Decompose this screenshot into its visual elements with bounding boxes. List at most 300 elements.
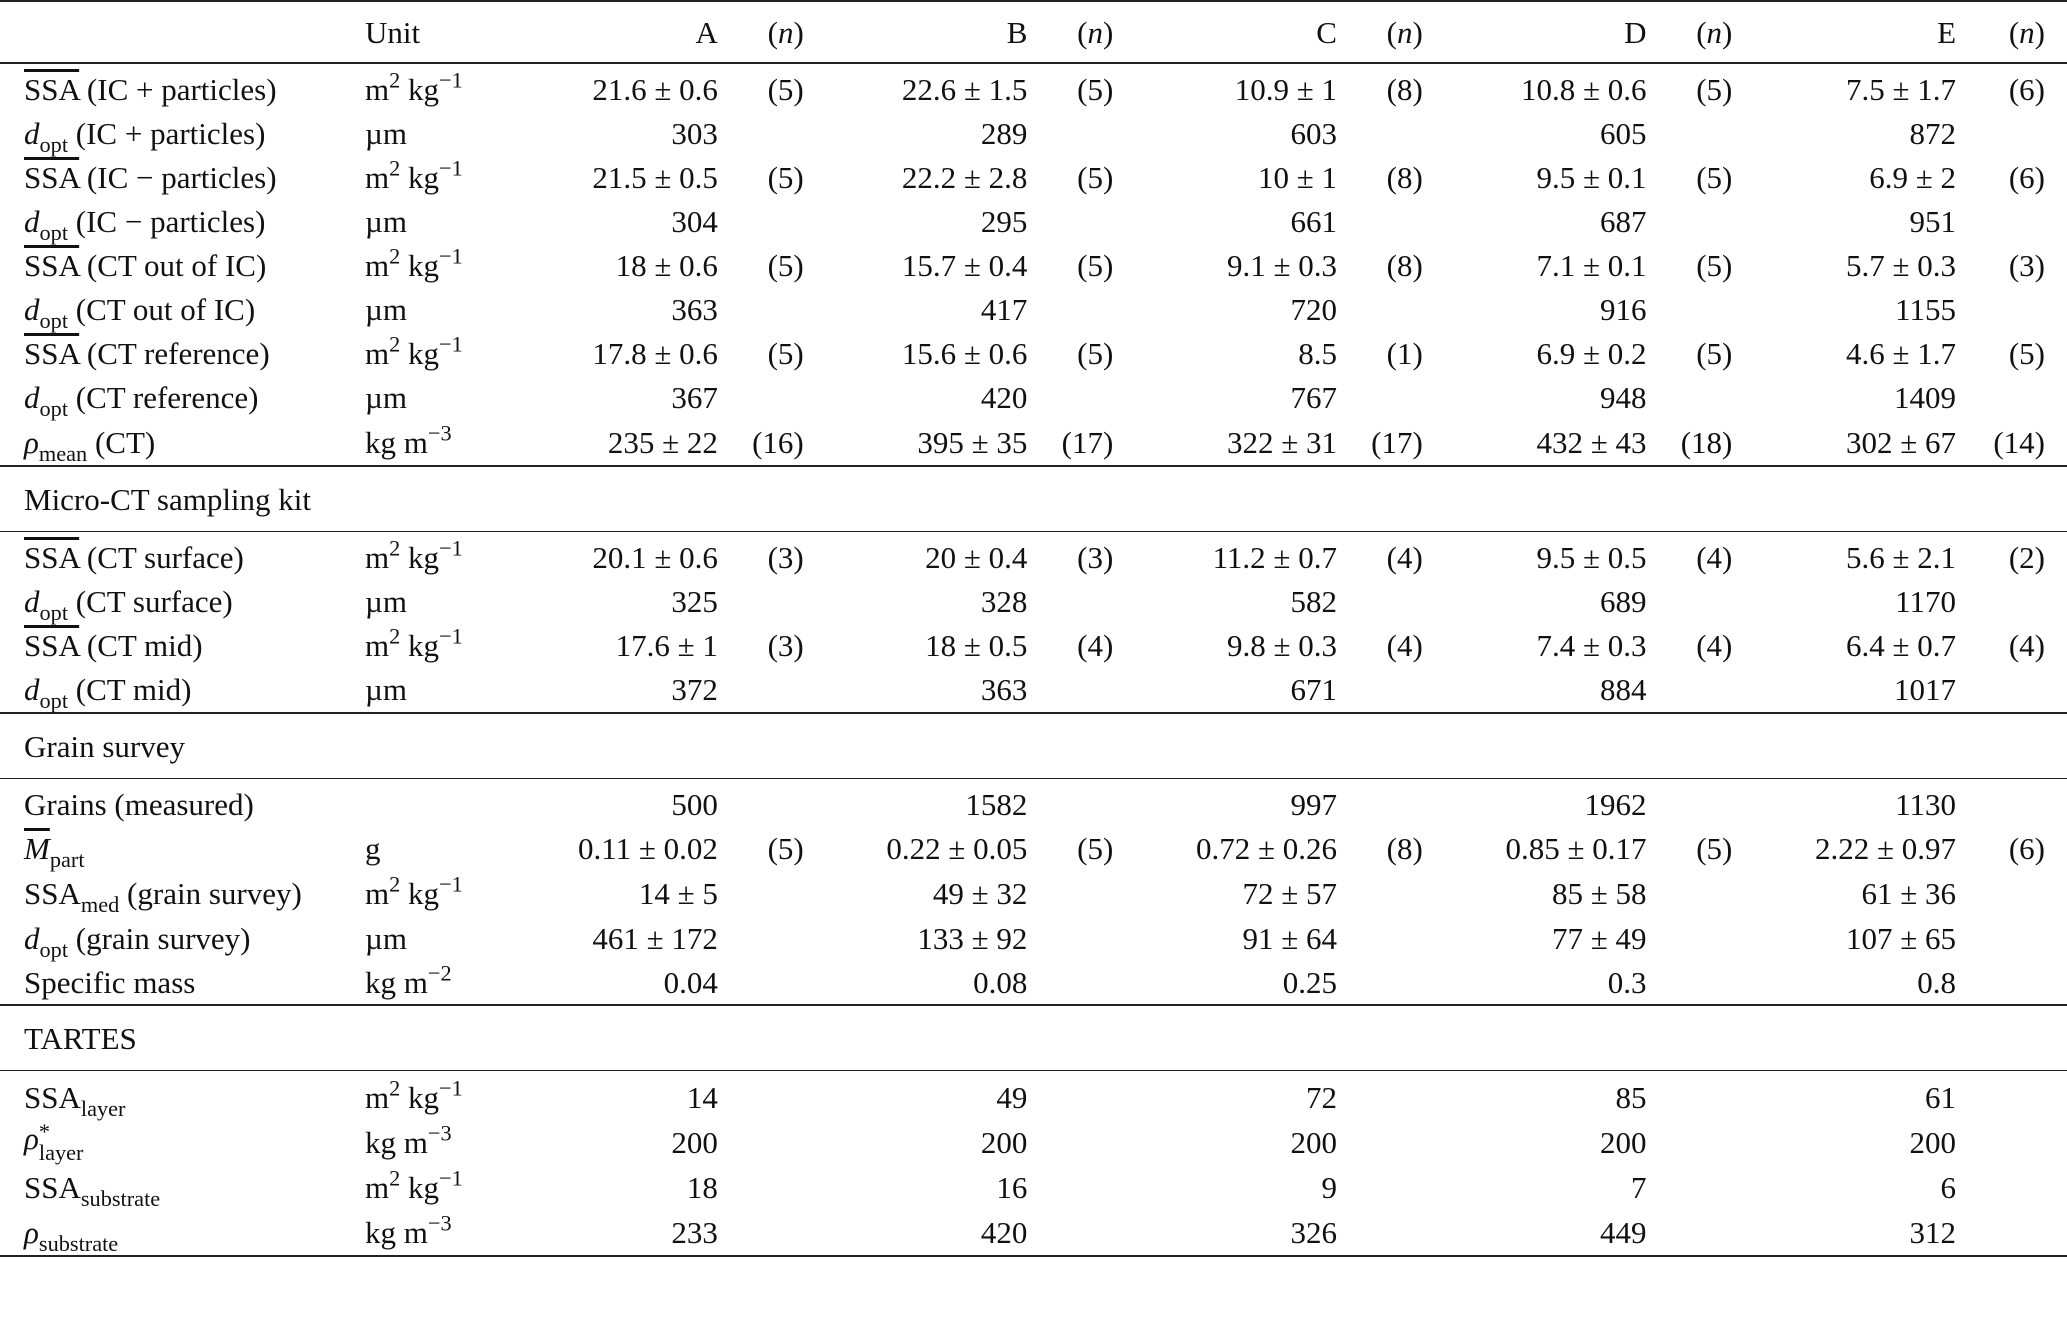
n-cell [1027, 1165, 1135, 1210]
n-cell: (6) [2008, 160, 2045, 195]
n-cell [1027, 579, 1135, 624]
table-row [0, 420, 2067, 466]
unit-m: m [365, 1080, 390, 1115]
value-cell: 7.1 ± 0.1 [1536, 248, 1647, 283]
n-cell: (8) [1386, 248, 1423, 283]
value-cell: 367 [671, 380, 718, 415]
n-cell: (14) [1993, 425, 2045, 460]
value-cell: 461 ± 172 [592, 921, 718, 956]
n-cell [1646, 579, 1754, 624]
value-cell: 21.6 ± 0.6 [592, 72, 718, 107]
n-cell [1956, 287, 2067, 332]
n-cell [1337, 199, 1445, 244]
row-unit: $m^2$ $kg^{-1}$ [365, 155, 463, 195]
n-cell: (8) [1386, 831, 1423, 866]
n-cell [1027, 1071, 1135, 1121]
table-row [0, 1120, 2067, 1165]
row-label: Specific mass [24, 965, 196, 1000]
unit-m: m [365, 72, 390, 107]
section-title: Grain survey [0, 713, 2067, 779]
row-label: $d_{opt}$ (IC − particles) [24, 204, 266, 245]
n-cell: (4) [1386, 540, 1423, 575]
value-cell: 671 [1290, 672, 1337, 707]
value-cell: 20.1 ± 0.6 [592, 540, 718, 575]
n-cell [1337, 1071, 1445, 1121]
n-cell: (3) [1077, 540, 1114, 575]
table-row [0, 916, 2067, 961]
n-cell [1646, 667, 1754, 713]
n-cell: (5) [767, 336, 804, 371]
row-label: $SSA_{med}$ (grain survey) [24, 876, 302, 917]
section-header [0, 466, 2067, 532]
value-cell: 948 [1599, 380, 1647, 415]
n-cell: (1) [1386, 336, 1423, 371]
value-cell: 107 ± 65 [1846, 921, 1957, 956]
n-cell: (4) [1077, 628, 1114, 663]
section-header [0, 713, 2067, 779]
n-cell: (4) [2008, 628, 2045, 663]
row-unit [365, 779, 516, 827]
n-cell: (5) [1696, 831, 1733, 866]
value-cell: 22.2 ± 2.8 [901, 160, 1028, 195]
value-cell: 720 [1290, 292, 1337, 327]
n-cell [1646, 1210, 1754, 1256]
n-cell: (8) [1386, 72, 1423, 107]
value-cell: 200 [1909, 1125, 1957, 1160]
row-label: $\overline{SSA}$ (CT mid) [24, 628, 203, 663]
n-cell: (4) [1696, 628, 1733, 663]
unit-m: m [365, 628, 390, 663]
n-cell [718, 667, 826, 713]
row-unit: µm [365, 292, 407, 327]
n-cell [718, 1120, 826, 1165]
value-cell: 18 [686, 1170, 718, 1205]
value-cell: 17.6 ± 1 [615, 628, 718, 663]
table-body [0, 1, 2067, 1256]
value-cell: 449 [1445, 1210, 1647, 1256]
n-cell: (3) [767, 540, 804, 575]
n-cell [1337, 1120, 1445, 1165]
value-cell: 363 [671, 292, 718, 327]
n-cell [1646, 375, 1754, 420]
value-cell: 200 [671, 1125, 718, 1160]
n-cell: (5) [1077, 248, 1114, 283]
section-title: TARTES [0, 1005, 2067, 1071]
value-cell: 605 [1599, 116, 1647, 151]
row-unit: µm [365, 116, 407, 151]
row-label: $\overline{SSA}$ (CT reference) [24, 336, 270, 371]
row-label: ρ * layer [24, 1119, 84, 1165]
value-cell: 49 ± 32 [932, 876, 1028, 911]
row-unit: µm [365, 204, 407, 239]
value-cell: 5.6 ± 2.1 [1846, 540, 1957, 575]
n-cell [1337, 1165, 1445, 1210]
n-cell: (8) [1386, 160, 1423, 195]
table-row [0, 156, 2067, 199]
n-cell: (5) [767, 831, 804, 866]
value-cell: 7 [1630, 1170, 1647, 1205]
n-cell [718, 916, 826, 961]
value-cell: 14 ± 5 [638, 876, 718, 911]
value-cell: 322 ± 31 [1226, 425, 1337, 460]
n-cell [718, 111, 826, 156]
value-cell: 1409 [1894, 380, 1957, 415]
value-cell: 91 ± 64 [1242, 921, 1337, 956]
table-row [0, 244, 2067, 287]
n-cell [1337, 1210, 1445, 1256]
n-cell [1337, 871, 1445, 916]
value-cell: 363 [980, 672, 1028, 707]
value-cell: 10.9 ± 1 [1234, 72, 1337, 107]
row-label: $\overline{SSA}$ (CT surface) [24, 540, 244, 575]
n-cell [1337, 779, 1445, 827]
header-n-a: (n) [718, 1, 826, 63]
value-cell: 326 [1135, 1210, 1337, 1256]
n-cell [1956, 579, 2067, 624]
value-cell: 420 [826, 1210, 1028, 1256]
value-cell: 689 [1599, 584, 1647, 619]
value-cell: 14 [686, 1080, 718, 1115]
row-label: $\overline{SSA}$ (IC − particles) [24, 160, 277, 195]
row-label: $d_{opt}$ (CT out of IC) [24, 292, 256, 333]
value-cell: 289 [980, 116, 1028, 151]
n-cell [1646, 1165, 1754, 1210]
value-cell: 61 ± 36 [1861, 876, 1957, 911]
value-cell: 16 [996, 1170, 1028, 1205]
header-site-e: E [1754, 1, 1956, 63]
row-unit: µm [365, 672, 407, 707]
header-site-c: C [1135, 1, 1337, 63]
unit-m: m [365, 540, 390, 575]
n-cell [1646, 287, 1754, 332]
row-unit: $m^2$ $kg^{-1}$ [365, 1165, 463, 1205]
value-cell: 997 [1290, 787, 1337, 822]
n-cell [1956, 375, 2067, 420]
n-cell [718, 579, 826, 624]
header-n-d: (n) [1646, 1, 1754, 63]
row-label: $d_{opt}$ (CT reference) [24, 380, 259, 421]
value-cell: 7.4 ± 0.3 [1536, 628, 1647, 663]
row-label: $SSA_{substrate}$ [24, 1170, 161, 1211]
value-cell: 0.04 [663, 965, 718, 1000]
row-label: Grains (measured) [24, 787, 254, 822]
n-cell [1646, 1071, 1754, 1121]
value-cell: 85 [1615, 1080, 1647, 1115]
n-cell [718, 1165, 826, 1210]
value-cell: 872 [1909, 116, 1957, 151]
n-cell [718, 287, 826, 332]
value-cell: 420 [980, 380, 1028, 415]
n-cell [1027, 287, 1135, 332]
n-cell [1646, 871, 1754, 916]
row-unit: $m^2$ $kg^{-1}$ [365, 243, 463, 283]
value-cell: 18 ± 0.5 [925, 628, 1028, 663]
n-cell: (6) [2008, 72, 2045, 107]
row-unit: kg $m^{-3}$ [365, 1210, 516, 1256]
n-cell: (18) [1680, 425, 1733, 460]
n-cell [1646, 916, 1754, 961]
value-cell: 200 [980, 1125, 1028, 1160]
value-cell: 687 [1599, 204, 1647, 239]
row-label: $\rho_{substrate}$ [0, 1210, 365, 1256]
n-cell: (5) [1696, 336, 1733, 371]
n-cell: (5) [767, 72, 804, 107]
header-row [0, 1, 2067, 63]
table-row [0, 826, 2067, 871]
section-title: Micro-CT sampling kit [0, 466, 2067, 532]
n-cell [1956, 1210, 2067, 1256]
value-cell: 295 [980, 204, 1028, 239]
header-site-a: A [516, 1, 718, 63]
value-cell: 6.4 ± 0.7 [1846, 628, 1957, 663]
table-row [0, 667, 2067, 713]
row-unit: µm [365, 921, 407, 956]
value-cell: 6.9 ± 2 [1869, 160, 1957, 195]
row-unit: $m^2$ $kg^{-1}$ [365, 535, 463, 575]
table-row [0, 199, 2067, 244]
value-cell: 884 [1599, 672, 1647, 707]
n-cell [1956, 1165, 2067, 1210]
value-cell: 22.6 ± 1.5 [901, 72, 1028, 107]
n-cell: (3) [767, 628, 804, 663]
table-row [0, 871, 2067, 916]
row-label: $\overline{SSA}$ (CT out of IC) [24, 248, 267, 283]
n-cell: (4) [1696, 540, 1733, 575]
value-cell: 328 [980, 584, 1028, 619]
row-unit: µm [365, 380, 407, 415]
n-cell [1027, 667, 1135, 713]
n-cell [1956, 779, 2067, 827]
table-row [0, 332, 2067, 375]
section-header [0, 1005, 2067, 1071]
value-cell: 582 [1290, 584, 1337, 619]
value-cell: 85 ± 58 [1551, 876, 1647, 911]
value-cell: 417 [980, 292, 1028, 327]
row-label: $d_{opt}$ (CT mid) [24, 672, 192, 713]
row-label: $d_{opt}$ (IC + particles) [24, 116, 266, 157]
row-unit: g [365, 831, 381, 866]
row-unit: kg $m^{-3}$ [365, 420, 452, 460]
table-row [0, 1210, 2067, 1256]
n-cell [1337, 667, 1445, 713]
value-cell: 15.6 ± 0.6 [901, 336, 1028, 371]
row-unit: kg $m^{-3}$ [365, 1120, 452, 1160]
row-unit: $m^2$ $kg^{-1}$ [365, 623, 463, 663]
value-cell: 4.6 ± 1.7 [1846, 336, 1957, 371]
value-cell: 304 [671, 204, 718, 239]
value-cell: 0.25 [1282, 965, 1337, 1000]
table-row [0, 779, 2067, 827]
n-cell [1646, 779, 1754, 827]
header-unit: Unit [365, 1, 516, 63]
value-cell: 432 ± 43 [1536, 425, 1647, 460]
value-cell: 302 ± 67 [1846, 425, 1957, 460]
value-cell: 11.2 ± 0.7 [1212, 540, 1337, 575]
n-cell [1027, 1210, 1135, 1256]
n-cell [1956, 961, 2067, 1005]
header-n-b: (n) [1027, 1, 1135, 63]
table-row [0, 532, 2067, 580]
row-unit: $m^2$ $kg^{-1}$ [365, 871, 463, 911]
n-cell [1027, 111, 1135, 156]
value-cell: 133 ± 92 [917, 921, 1028, 956]
n-cell [1337, 579, 1445, 624]
n-cell [718, 199, 826, 244]
n-cell: (5) [1696, 160, 1733, 195]
row-unit: µm [365, 584, 407, 619]
n-cell: (5) [767, 160, 804, 195]
value-cell: 235 ± 22 [607, 425, 718, 460]
value-cell: 9.5 ± 0.5 [1536, 540, 1647, 575]
value-cell: 8.5 [1298, 336, 1337, 371]
value-cell: 9.8 ± 0.3 [1226, 628, 1337, 663]
value-cell: 2.22 ± 0.97 [1815, 831, 1957, 866]
value-cell: 1155 [1895, 292, 1957, 327]
n-cell [1027, 375, 1135, 420]
n-cell: (6) [2008, 831, 2045, 866]
value-cell: 372 [671, 672, 718, 707]
table-row [0, 63, 2067, 111]
value-cell: 18 ± 0.6 [615, 248, 718, 283]
n-cell [1337, 916, 1445, 961]
n-cell [1027, 961, 1135, 1005]
row-label: $SSA_{layer}$ [24, 1080, 126, 1121]
value-cell: 0.72 ± 0.26 [1195, 831, 1337, 866]
n-cell: (5) [1077, 160, 1114, 195]
n-cell [1956, 916, 2067, 961]
value-cell: 10.8 ± 0.6 [1520, 72, 1647, 107]
n-cell [1027, 871, 1135, 916]
n-cell [1646, 111, 1754, 156]
n-cell: (5) [1696, 248, 1733, 283]
n-cell [1027, 916, 1135, 961]
row-label: $d_{opt}$ (grain survey) [24, 921, 251, 962]
row-label: $\rho_{mean}$ (CT) [24, 425, 156, 466]
n-cell: (5) [767, 248, 804, 283]
value-cell: 0.85 ± 0.17 [1505, 831, 1647, 866]
value-cell: 767 [1290, 380, 1337, 415]
value-cell: 1017 [1894, 672, 1957, 707]
value-cell: 200 [1599, 1125, 1647, 1160]
n-cell [1646, 961, 1754, 1005]
n-cell [1337, 287, 1445, 332]
value-cell: 15.7 ± 0.4 [901, 248, 1028, 283]
value-cell: 1170 [1895, 584, 1957, 619]
n-cell [718, 961, 826, 1005]
value-cell: 0.8 [1917, 965, 1957, 1000]
n-cell [718, 1210, 826, 1256]
value-cell: 0.22 ± 0.05 [886, 831, 1028, 866]
n-cell: (17) [1371, 425, 1423, 460]
value-cell: 661 [1290, 204, 1337, 239]
row-unit: kg $m^{-2}$ [365, 960, 452, 1000]
value-cell: 951 [1909, 204, 1957, 239]
row-label: $\overline{SSA}$ (IC + particles) [24, 72, 277, 107]
value-cell: 312 [1754, 1210, 1956, 1256]
value-cell: 77 ± 49 [1551, 921, 1647, 956]
value-cell: 303 [671, 116, 718, 151]
n-cell: (3) [2008, 248, 2045, 283]
table-row [0, 375, 2067, 420]
value-cell: 200 [1290, 1125, 1337, 1160]
header-label-cell [0, 1, 365, 63]
row-label: $d_{opt}$ (CT surface) [24, 584, 233, 625]
unit-m: m [365, 1170, 390, 1205]
n-cell: (5) [1077, 831, 1114, 866]
n-cell [1337, 961, 1445, 1005]
n-cell: (2) [2008, 540, 2045, 575]
n-cell [1956, 1120, 2067, 1165]
n-cell [1646, 199, 1754, 244]
n-cell [1956, 1071, 2067, 1121]
value-cell: 0.3 [1607, 965, 1647, 1000]
n-cell [1337, 375, 1445, 420]
value-cell: 325 [671, 584, 718, 619]
value-cell: 0.08 [973, 965, 1028, 1000]
n-cell [1956, 667, 2067, 713]
table-row [0, 961, 2067, 1005]
value-cell: 1582 [965, 787, 1028, 822]
n-cell [1027, 199, 1135, 244]
value-cell: 20 ± 0.4 [925, 540, 1028, 575]
n-cell [1027, 779, 1135, 827]
unit-m: m [365, 876, 390, 911]
n-cell [1956, 871, 2067, 916]
value-cell: 61 [1925, 1080, 1957, 1115]
n-cell [1646, 1120, 1754, 1165]
value-cell: 9.5 ± 0.1 [1536, 160, 1647, 195]
value-cell: 49 [996, 1080, 1028, 1115]
value-cell: 9 [1321, 1170, 1337, 1205]
table-row [0, 624, 2067, 667]
table-row [0, 1165, 2067, 1210]
value-cell: 9.1 ± 0.3 [1226, 248, 1337, 283]
n-cell [1956, 111, 2067, 156]
value-cell: 1130 [1895, 787, 1957, 822]
header-n-c: (n) [1337, 1, 1445, 63]
table-row [0, 111, 2067, 156]
unit-m: m [365, 160, 390, 195]
value-cell: 21.5 ± 0.5 [592, 160, 718, 195]
n-cell: (16) [752, 425, 804, 460]
header-site-d: D [1445, 1, 1647, 63]
value-cell: 395 ± 35 [917, 425, 1028, 460]
n-cell [1956, 199, 2067, 244]
n-cell: (17) [1061, 425, 1114, 460]
value-cell: 5.7 ± 0.3 [1846, 248, 1957, 283]
n-cell [1027, 1120, 1135, 1165]
n-cell [718, 1071, 826, 1121]
value-cell: 6.9 ± 0.2 [1536, 336, 1647, 371]
header-n-e: (n) [1956, 1, 2067, 63]
row-unit: $m^2$ $kg^{-1}$ [365, 331, 463, 371]
n-cell: (5) [1077, 72, 1114, 107]
value-cell: 6 [1940, 1170, 1957, 1205]
value-cell: 7.5 ± 1.7 [1846, 72, 1957, 107]
table-row [0, 579, 2067, 624]
table-row [0, 287, 2067, 332]
unit-m: m [365, 248, 390, 283]
n-cell: (4) [1386, 628, 1423, 663]
n-cell: (5) [1077, 336, 1114, 371]
n-cell [1337, 111, 1445, 156]
value-cell: 17.8 ± 0.6 [592, 336, 718, 371]
value-cell: 233 [516, 1210, 718, 1256]
row-unit: $m^2$ $kg^{-1}$ [365, 67, 463, 107]
value-cell: 603 [1290, 116, 1337, 151]
n-cell [718, 871, 826, 916]
table-row [0, 1071, 2067, 1121]
